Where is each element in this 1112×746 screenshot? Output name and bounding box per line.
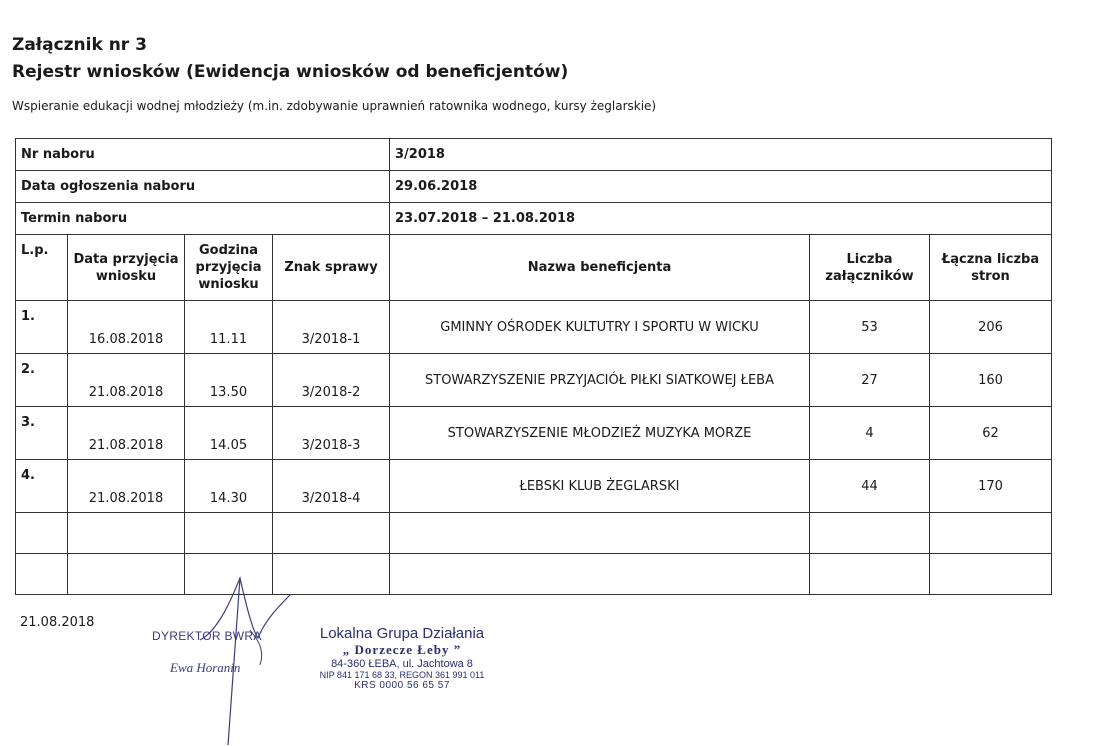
stamp-line: NIP 841 171 68 33, REGON 361 991 011 <box>319 670 485 680</box>
cell-date: 21.08.2018 <box>68 354 185 407</box>
document-date: 21.08.2018 <box>20 615 95 630</box>
cell-beneficiary: STOWARZYSZENIE MŁODZIEŻ MUZYKA MORZE <box>390 407 810 460</box>
column-header-attachments: Liczba załączników <box>810 235 930 301</box>
cell-lp: 2. <box>16 354 68 407</box>
meta-row <box>16 139 1052 171</box>
cell-time: 11.11 <box>185 301 273 354</box>
organization-stamp <box>312 625 492 691</box>
cell-date: 21.08.2018 <box>68 407 185 460</box>
document-title: Rejestr wniosków (Ewidencja wniosków od beneficjentów) <box>12 62 569 82</box>
director-signature <box>140 570 310 746</box>
meta-value: 23.07.2018 – 21.08.2018 <box>390 203 1052 235</box>
application-register-table <box>15 138 1052 595</box>
column-header-pages: Łączna liczba stron <box>930 235 1052 301</box>
cell-attachments: 27 <box>810 354 930 407</box>
cell-case: 3/2018-3 <box>273 407 390 460</box>
column-header-beneficiary: Nazwa beneficjenta <box>390 235 810 301</box>
meta-label: Data ogłoszenia naboru <box>16 171 390 203</box>
table-row <box>16 407 1052 460</box>
empty-row <box>16 513 1052 554</box>
cell-lp: 3. <box>16 407 68 460</box>
cell-attachments: 44 <box>810 460 930 513</box>
cell-attachments: 4 <box>810 407 930 460</box>
cell-date: 16.08.2018 <box>68 301 185 354</box>
table-row <box>16 354 1052 407</box>
meta-row <box>16 171 1052 203</box>
column-header-lp: L.p. <box>16 235 68 301</box>
cell-pages: 160 <box>930 354 1052 407</box>
column-header-time: Godzina przyjęcia wniosku <box>185 235 273 301</box>
cell-attachments: 53 <box>810 301 930 354</box>
cell-time: 13.50 <box>185 354 273 407</box>
stamp-line: Lokalna Grupa Działania <box>319 625 485 642</box>
column-header-date: Data przyjęcia wniosku <box>68 235 185 301</box>
stamp-line: 84-360 ŁEBA, ul. Jachtowa 8 <box>331 658 473 670</box>
stamp-line: „ Dorzecze Łeby ” <box>342 642 462 657</box>
document-subtitle: Wspieranie edukacji wodnej młodzieży (m.in. zdobywanie uprawnień ratownika wodnego, kursy żeglarskie) <box>12 99 657 113</box>
cell-time: 14.30 <box>185 460 273 513</box>
table-row <box>16 460 1052 513</box>
cell-lp: 4. <box>16 460 68 513</box>
handwritten-signature <box>140 570 310 746</box>
meta-value: 29.06.2018 <box>390 171 1052 203</box>
column-header-case: Znak sprawy <box>273 235 390 301</box>
cell-date: 21.08.2018 <box>68 460 185 513</box>
cell-beneficiary: GMINNY OŚRODEK KULTUTRY I SPORTU W WICKU <box>390 301 810 354</box>
cell-case: 3/2018-1 <box>273 301 390 354</box>
stamp-line: KRS 0000 56 65 57 <box>354 680 450 691</box>
signature-title: DYREKTOR BWRA <box>152 629 262 643</box>
signature-name: Ewa Horanin <box>170 660 241 675</box>
meta-label: Termin naboru <box>16 203 390 235</box>
cell-pages: 206 <box>930 301 1052 354</box>
meta-label: Nr naboru <box>16 139 390 171</box>
cell-beneficiary: ŁEBSKI KLUB ŻEGLARSKI <box>390 460 810 513</box>
meta-value: 3/2018 <box>390 139 1052 171</box>
header-row <box>16 235 1052 301</box>
meta-row <box>16 203 1052 235</box>
cell-pages: 170 <box>930 460 1052 513</box>
cell-pages: 62 <box>930 407 1052 460</box>
cell-case: 3/2018-4 <box>273 460 390 513</box>
cell-case: 3/2018-2 <box>273 354 390 407</box>
cell-beneficiary: STOWARZYSZENIE PRZYJACIÓŁ PIŁKI SIATKOWEJ ŁEBA <box>390 354 810 407</box>
table-row <box>16 301 1052 354</box>
attachment-number: Załącznik nr 3 <box>12 35 147 55</box>
cell-lp: 1. <box>16 301 68 354</box>
cell-time: 14.05 <box>185 407 273 460</box>
